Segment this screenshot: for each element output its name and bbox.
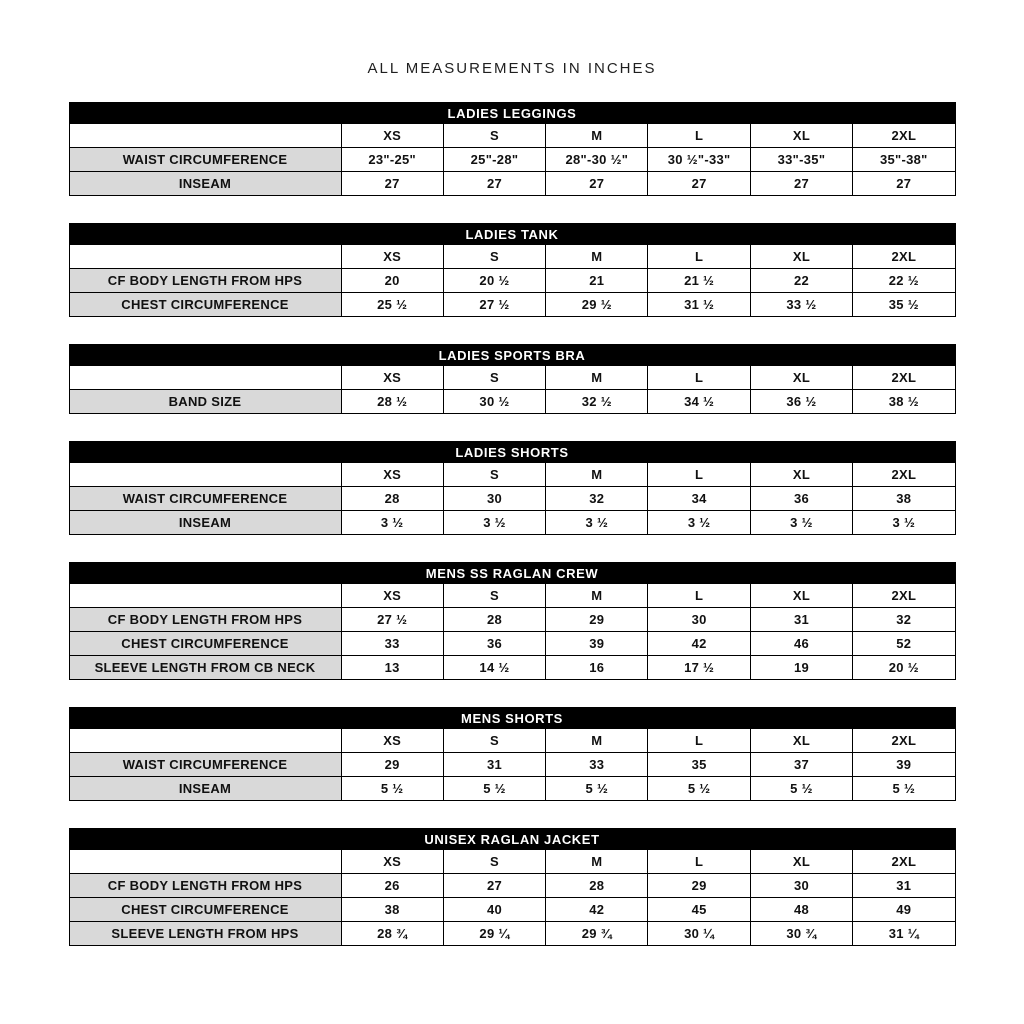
value-cell: 33"-35" xyxy=(750,148,852,172)
value-cell: 5 ½ xyxy=(341,777,443,801)
row-label: SLEEVE LENGTH FROM HPS xyxy=(69,922,341,946)
value-cell: 21 ½ xyxy=(648,269,750,293)
value-cell: 14 ½ xyxy=(443,656,545,680)
value-cell: 29 ¾ xyxy=(546,922,648,946)
value-cell: 27 xyxy=(648,172,750,196)
value-cell: 27 xyxy=(546,172,648,196)
value-cell: 26 xyxy=(341,874,443,898)
value-cell: 25 ½ xyxy=(341,293,443,317)
value-cell: 39 xyxy=(546,632,648,656)
size-header-spacer xyxy=(69,366,341,390)
row-label: SLEEVE LENGTH FROM CB NECK xyxy=(69,656,341,680)
row-label: BAND SIZE xyxy=(69,390,341,414)
value-cell: 31 ¼ xyxy=(853,922,955,946)
table-row xyxy=(69,293,955,317)
size-header-cell: XL xyxy=(750,584,852,608)
size-header-row xyxy=(69,245,955,269)
table-row xyxy=(69,922,955,946)
value-cell: 32 ½ xyxy=(546,390,648,414)
value-cell: 37 xyxy=(750,753,852,777)
table-title-row xyxy=(69,345,955,366)
table-row xyxy=(69,269,955,293)
value-cell: 36 xyxy=(750,487,852,511)
value-cell: 5 ½ xyxy=(648,777,750,801)
value-cell: 20 xyxy=(341,269,443,293)
value-cell: 42 xyxy=(648,632,750,656)
size-header-cell: L xyxy=(648,245,750,269)
size-header-spacer xyxy=(69,245,341,269)
value-cell: 13 xyxy=(341,656,443,680)
size-header-cell: S xyxy=(443,124,545,148)
size-table-ladies-tank xyxy=(69,223,956,317)
value-cell: 3 ½ xyxy=(853,511,955,535)
value-cell: 31 xyxy=(443,753,545,777)
size-header-cell: XS xyxy=(341,245,443,269)
value-cell: 21 xyxy=(546,269,648,293)
size-header-row xyxy=(69,584,955,608)
table-title-row xyxy=(69,563,955,584)
size-header-cell: S xyxy=(443,463,545,487)
size-header-cell: S xyxy=(443,245,545,269)
row-label: CHEST CIRCUMFERENCE xyxy=(69,293,341,317)
size-header-cell: XS xyxy=(341,366,443,390)
row-label: CF BODY LENGTH FROM HPS xyxy=(69,269,341,293)
value-cell: 27 ½ xyxy=(443,293,545,317)
value-cell: 36 xyxy=(443,632,545,656)
row-label: CHEST CIRCUMFERENCE xyxy=(69,632,341,656)
value-cell: 3 ½ xyxy=(648,511,750,535)
value-cell: 5 ½ xyxy=(443,777,545,801)
size-header-cell: M xyxy=(546,245,648,269)
row-label: CHEST CIRCUMFERENCE xyxy=(69,898,341,922)
table-row xyxy=(69,608,955,632)
size-header-cell: XS xyxy=(341,584,443,608)
value-cell: 31 xyxy=(750,608,852,632)
value-cell: 29 xyxy=(341,753,443,777)
size-header-cell: XL xyxy=(750,245,852,269)
value-cell: 27 xyxy=(341,172,443,196)
value-cell: 34 ½ xyxy=(648,390,750,414)
value-cell: 30 ½ xyxy=(443,390,545,414)
size-header-spacer xyxy=(69,124,341,148)
size-table-ladies-shorts xyxy=(69,441,956,535)
value-cell: 27 xyxy=(443,874,545,898)
size-header-row xyxy=(69,729,955,753)
table-title: LADIES SHORTS xyxy=(69,442,955,463)
size-header-cell: XL xyxy=(750,366,852,390)
size-header-cell: M xyxy=(546,584,648,608)
value-cell: 23"-25" xyxy=(341,148,443,172)
size-header-cell: M xyxy=(546,366,648,390)
size-header-cell: L xyxy=(648,729,750,753)
value-cell: 38 ½ xyxy=(853,390,955,414)
size-header-cell: XL xyxy=(750,463,852,487)
value-cell: 45 xyxy=(648,898,750,922)
value-cell: 28 ½ xyxy=(341,390,443,414)
size-header-cell: S xyxy=(443,850,545,874)
value-cell: 30 ¼ xyxy=(648,922,750,946)
value-cell: 35 ½ xyxy=(853,293,955,317)
value-cell: 27 xyxy=(443,172,545,196)
size-header-cell: L xyxy=(648,366,750,390)
size-header-cell: M xyxy=(546,463,648,487)
table-row xyxy=(69,898,955,922)
row-label: CF BODY LENGTH FROM HPS xyxy=(69,608,341,632)
value-cell: 28"-30 ½" xyxy=(546,148,648,172)
value-cell: 30 xyxy=(750,874,852,898)
value-cell: 33 ½ xyxy=(750,293,852,317)
value-cell: 20 ½ xyxy=(853,656,955,680)
value-cell: 33 xyxy=(546,753,648,777)
table-row xyxy=(69,511,955,535)
size-header-cell: XL xyxy=(750,729,852,753)
size-header-row xyxy=(69,850,955,874)
size-header-cell: 2XL xyxy=(853,366,955,390)
size-header-cell: L xyxy=(648,850,750,874)
size-table-mens-shorts xyxy=(69,707,956,801)
value-cell: 17 ½ xyxy=(648,656,750,680)
size-header-spacer xyxy=(69,463,341,487)
value-cell: 27 ½ xyxy=(341,608,443,632)
value-cell: 36 ½ xyxy=(750,390,852,414)
value-cell: 5 ½ xyxy=(546,777,648,801)
row-label: CF BODY LENGTH FROM HPS xyxy=(69,874,341,898)
value-cell: 39 xyxy=(853,753,955,777)
table-row xyxy=(69,753,955,777)
size-header-cell: S xyxy=(443,366,545,390)
table-row xyxy=(69,487,955,511)
value-cell: 3 ½ xyxy=(546,511,648,535)
value-cell: 19 xyxy=(750,656,852,680)
table-title: LADIES LEGGINGS xyxy=(69,103,955,124)
size-header-cell: XL xyxy=(750,124,852,148)
table-row xyxy=(69,148,955,172)
size-header-cell: L xyxy=(648,124,750,148)
value-cell: 27 xyxy=(853,172,955,196)
value-cell: 3 ½ xyxy=(750,511,852,535)
size-header-cell: M xyxy=(546,124,648,148)
value-cell: 29 xyxy=(546,608,648,632)
size-header-cell: S xyxy=(443,729,545,753)
table-row xyxy=(69,874,955,898)
row-label: WAIST CIRCUMFERENCE xyxy=(69,487,341,511)
size-table-ladies-leggings xyxy=(69,102,956,196)
size-table-ladies-sports-bra xyxy=(69,344,956,414)
value-cell: 30 ¾ xyxy=(750,922,852,946)
size-header-cell: XS xyxy=(341,124,443,148)
row-label: INSEAM xyxy=(69,511,341,535)
size-header-cell: M xyxy=(546,850,648,874)
value-cell: 28 ¾ xyxy=(341,922,443,946)
value-cell: 22 ½ xyxy=(853,269,955,293)
size-header-cell: 2XL xyxy=(853,463,955,487)
size-header-cell: XL xyxy=(750,850,852,874)
size-header-cell: S xyxy=(443,584,545,608)
page-title: ALL MEASUREMENTS IN INCHES xyxy=(367,60,657,77)
value-cell: 30 xyxy=(648,608,750,632)
size-header-cell: 2XL xyxy=(853,850,955,874)
table-title-row xyxy=(69,829,955,850)
row-label: INSEAM xyxy=(69,172,341,196)
size-table-mens-ss-raglan-crew xyxy=(69,562,956,680)
table-title-row xyxy=(69,708,955,729)
value-cell: 29 ¼ xyxy=(443,922,545,946)
value-cell: 48 xyxy=(750,898,852,922)
size-header-cell: 2XL xyxy=(853,729,955,753)
value-cell: 34 xyxy=(648,487,750,511)
value-cell: 28 xyxy=(341,487,443,511)
value-cell: 16 xyxy=(546,656,648,680)
value-cell: 25"-28" xyxy=(443,148,545,172)
size-header-row xyxy=(69,366,955,390)
size-header-spacer xyxy=(69,729,341,753)
value-cell: 3 ½ xyxy=(443,511,545,535)
size-header-row xyxy=(69,124,955,148)
size-header-cell: XS xyxy=(341,729,443,753)
size-header-cell: 2XL xyxy=(853,584,955,608)
size-header-cell: L xyxy=(648,463,750,487)
value-cell: 29 ½ xyxy=(546,293,648,317)
value-cell: 49 xyxy=(853,898,955,922)
value-cell: 5 ½ xyxy=(750,777,852,801)
table-title: MENS SHORTS xyxy=(69,708,955,729)
size-header-cell: 2XL xyxy=(853,124,955,148)
size-header-spacer xyxy=(69,850,341,874)
table-title-row xyxy=(69,442,955,463)
table-row xyxy=(69,390,955,414)
value-cell: 38 xyxy=(341,898,443,922)
row-label: INSEAM xyxy=(69,777,341,801)
value-cell: 30 xyxy=(443,487,545,511)
value-cell: 22 xyxy=(750,269,852,293)
value-cell: 30 ½"-33" xyxy=(648,148,750,172)
value-cell: 32 xyxy=(853,608,955,632)
size-header-cell: XS xyxy=(341,463,443,487)
table-row xyxy=(69,656,955,680)
size-header-row xyxy=(69,463,955,487)
row-label: WAIST CIRCUMFERENCE xyxy=(69,753,341,777)
size-header-cell: XS xyxy=(341,850,443,874)
value-cell: 31 xyxy=(853,874,955,898)
value-cell: 38 xyxy=(853,487,955,511)
table-title: LADIES SPORTS BRA xyxy=(69,345,955,366)
value-cell: 28 xyxy=(443,608,545,632)
value-cell: 31 ½ xyxy=(648,293,750,317)
row-label: WAIST CIRCUMFERENCE xyxy=(69,148,341,172)
size-table-unisex-raglan-jacket xyxy=(69,828,956,946)
value-cell: 35"-38" xyxy=(853,148,955,172)
value-cell: 46 xyxy=(750,632,852,656)
table-title: MENS SS RAGLAN CREW xyxy=(69,563,955,584)
value-cell: 28 xyxy=(546,874,648,898)
value-cell: 3 ½ xyxy=(341,511,443,535)
value-cell: 5 ½ xyxy=(853,777,955,801)
value-cell: 52 xyxy=(853,632,955,656)
table-title: LADIES TANK xyxy=(69,224,955,245)
table-row xyxy=(69,172,955,196)
table-title: UNISEX RAGLAN JACKET xyxy=(69,829,955,850)
size-header-cell: M xyxy=(546,729,648,753)
size-header-spacer xyxy=(69,584,341,608)
table-title-row xyxy=(69,224,955,245)
table-title-row xyxy=(69,103,955,124)
value-cell: 32 xyxy=(546,487,648,511)
tables-container xyxy=(0,102,1024,946)
value-cell: 20 ½ xyxy=(443,269,545,293)
value-cell: 29 xyxy=(648,874,750,898)
value-cell: 27 xyxy=(750,172,852,196)
value-cell: 35 xyxy=(648,753,750,777)
size-header-cell: 2XL xyxy=(853,245,955,269)
value-cell: 42 xyxy=(546,898,648,922)
value-cell: 33 xyxy=(341,632,443,656)
table-row xyxy=(69,632,955,656)
size-header-cell: L xyxy=(648,584,750,608)
table-row xyxy=(69,777,955,801)
value-cell: 40 xyxy=(443,898,545,922)
